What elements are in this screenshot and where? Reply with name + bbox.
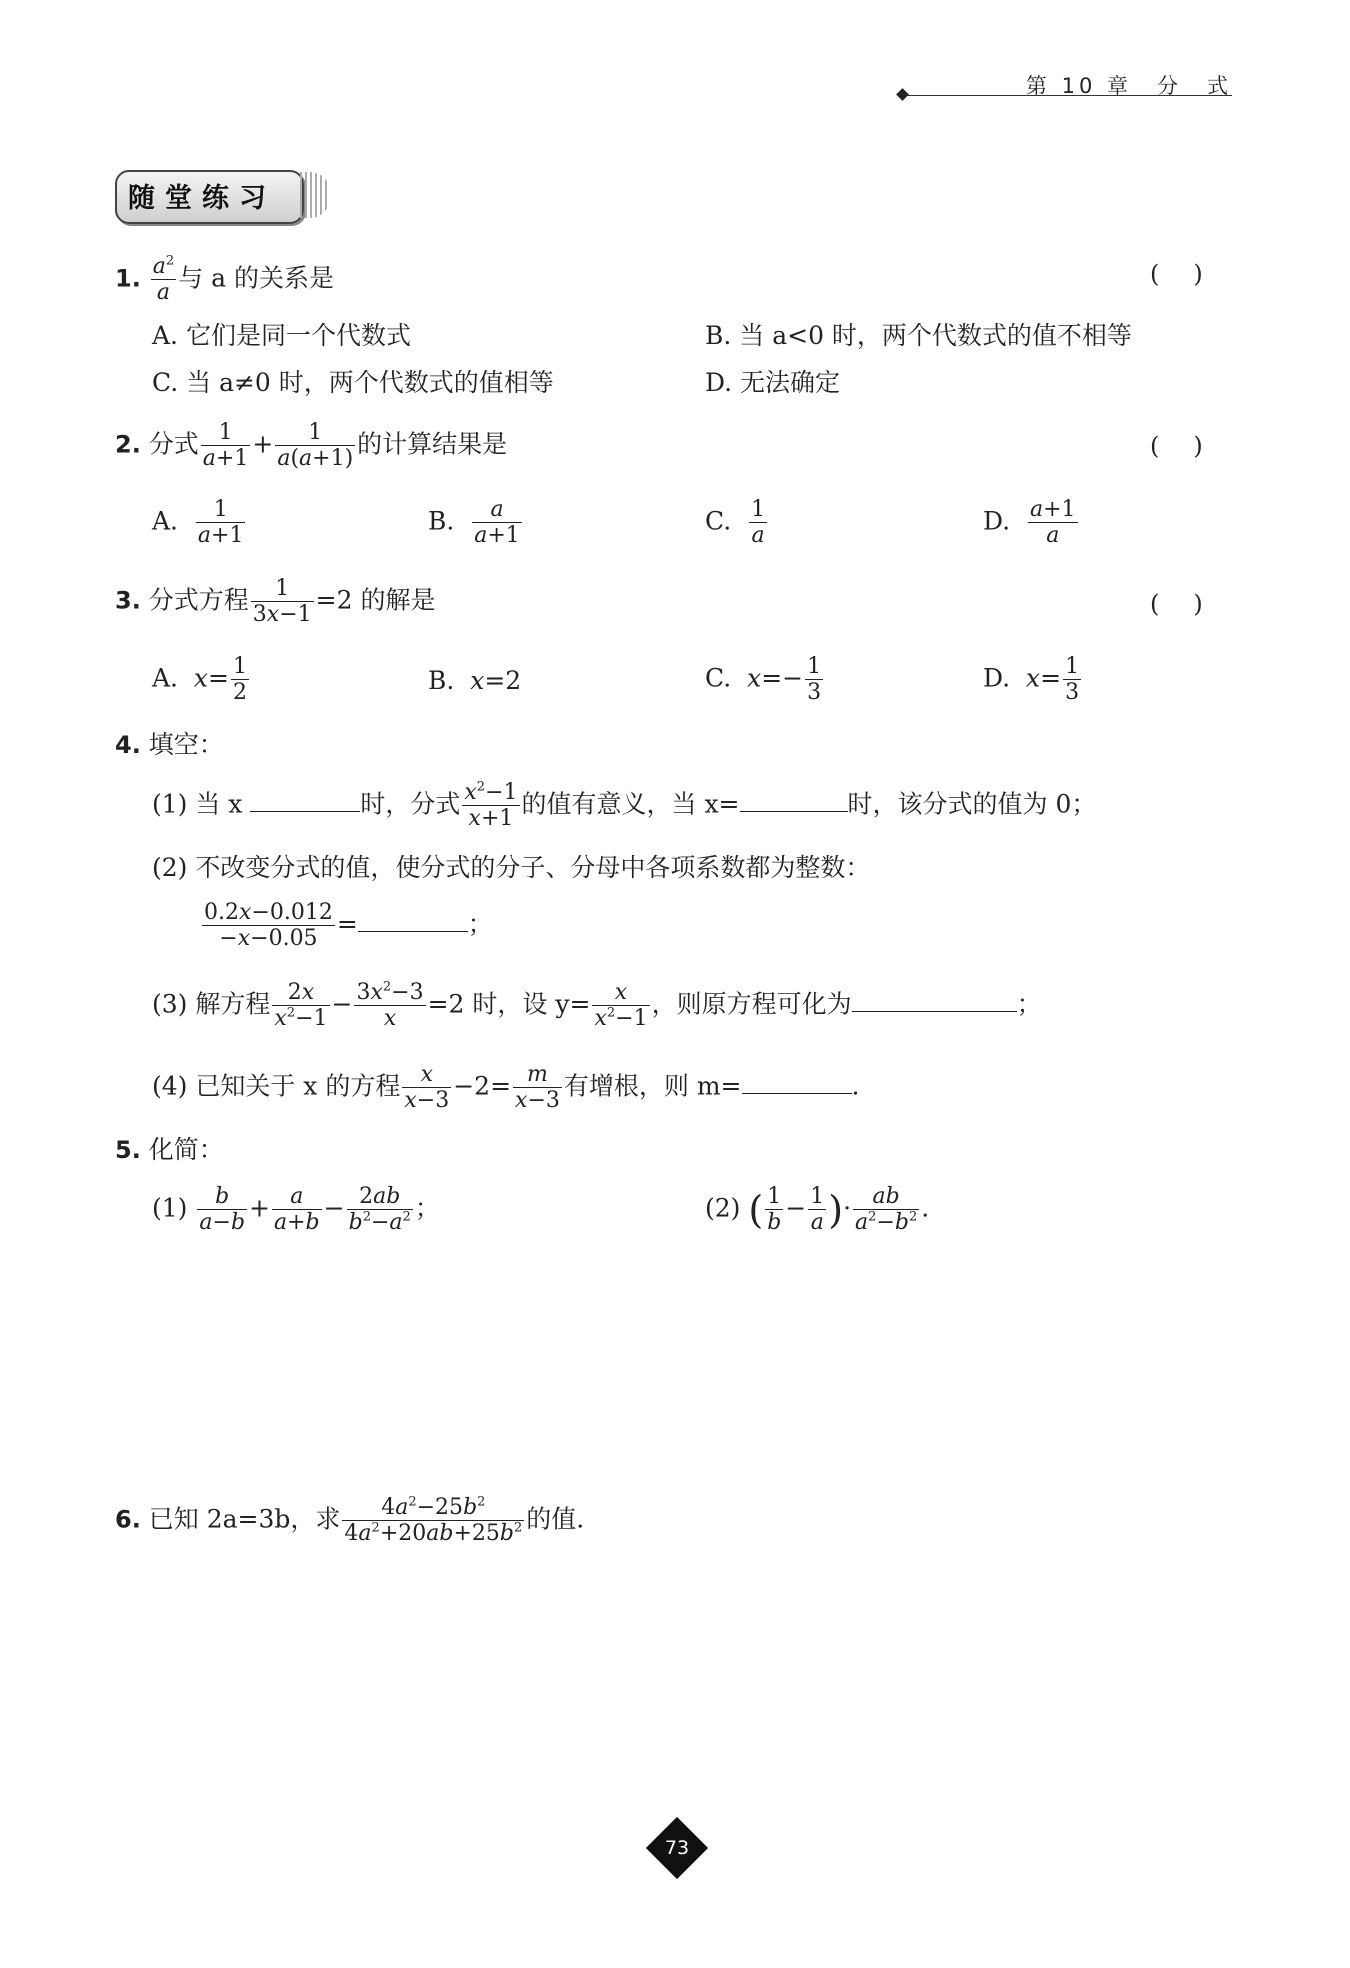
question-3-stem [115,576,435,628]
option-a: A. x= $\frac{1}{2}$ [152,654,247,706]
question-number: 2. [115,430,141,459]
fraction: $\frac{1}{a(a+1)}$ [277,420,354,472]
part-text: (3) 解方程 [152,989,271,1019]
option-b: B. x=2 [428,666,522,695]
fraction: $\frac{b}{a-b}$ [199,1184,246,1236]
question-5-part-1: (1) $\frac{b}{a-b}$ + $\frac{a}{a+b}$ − $\frac{2ab}{b^2-a^2}$ ； [152,1184,440,1236]
part-text: 有增根，则 m= [563,1071,742,1101]
question-text: 分式方程 [148,585,249,615]
fraction: $\frac{a^2}{a}$ [152,253,175,306]
question-text: 填空： [148,730,224,759]
question-text: 化简： [148,1135,224,1164]
option-b: B. 当 a<0 时，两个代数式的值不相等 [705,321,1132,350]
option-c: C. 当 a≠0 时，两个代数式的值相等 [152,368,554,397]
fraction: $\frac{0.2x-0.012}{-x-0.05}$ [204,900,333,952]
fraction: $\frac{x}{x-3}$ [404,1062,450,1114]
question-text: 已知 2a=3b，求 [148,1504,341,1534]
part-text: ，则原方程可化为 [651,989,852,1019]
question-4-part-4: (4) 已知关于 x 的方程 $\frac{x}{x-3}$ −2= $\frac{m}{x-3}$ 有增根，则 m= . [152,1062,860,1114]
question-4-part-2-expr: $\frac{0.2x-0.012}{-x-0.05}$ = ； [204,900,493,952]
part-text: −2= [453,1071,512,1101]
question-text: 的计算结果是 [357,429,508,459]
option-d: D. 无法确定 [705,368,841,397]
fraction: $\frac{x^2-1}{x+1}$ [464,779,518,832]
part-text: (2) [705,1193,741,1223]
fraction: $\frac{a}{a+b}$ [273,1184,320,1236]
fraction: $\frac{2x}{x^2-1}$ [274,980,328,1032]
answer-parentheses: () [1150,260,1237,288]
option-d: D. $\frac{a+1}{a}$ [983,497,1076,549]
header-rule [906,95,1232,96]
answer-blank[interactable] [742,1073,852,1094]
banner-stripes [300,172,330,218]
question-text: =2 的解是 [315,585,436,615]
part-text: 时，该分式的值为 0； [847,789,1097,819]
part-text: (4) 已知关于 x 的方程 [152,1071,401,1101]
fraction: $\frac{1}{3x-1}$ [252,576,312,628]
question-5-part-2: (2) ( $\frac{1}{b}$ − $\frac{1}{a}$ )· $\frac{ab}{a^2-b^2}$ . [705,1184,930,1236]
option-b: B. $\frac{a}{a+1}$ [428,497,520,549]
question-text: 与 a 的关系是 [178,263,334,293]
answer-blank[interactable] [358,911,468,932]
question-text: 分式 [148,429,199,459]
part-text: =2 时，设 y= [427,989,591,1019]
answer-parentheses: () [1150,432,1237,460]
option-d: D. x= $\frac{1}{3}$ [983,654,1080,706]
question-1-stem [115,254,334,306]
fraction: $\frac{x}{x^2-1}$ [594,980,648,1032]
fraction: $\frac{3x^2-3}{x}$ [356,979,424,1032]
question-number: 4. [115,731,141,759]
question-number: 1. [115,264,141,293]
part-text: 时，分式 [360,789,461,819]
option-a: A. $\frac{1}{a+1}$ [152,497,244,549]
question-4-part-1 [152,780,1096,832]
question-text: 的值. [526,1504,585,1534]
question-4-part-2: (2) 不改变分式的值，使分式的分子、分母中各项系数都为整数： [152,853,871,882]
question-4-part-3: (3) 解方程 $\frac{2x}{x^2-1}$ − $\frac{3x^2-3}{x}$ =2 时，设 y= $\frac{x}{x^2-1}$ ，则原方程可化为 ； [152,979,1042,1032]
fraction: $\frac{1}{a}$ [810,1184,825,1236]
question-6-stem [115,1495,584,1547]
part-text: (1) 当 x [152,789,243,819]
option-c: C. x=− $\frac{1}{3}$ [705,654,822,706]
question-4-title [115,732,224,757]
option-a: A. 它们是同一个代数式 [152,321,411,350]
answer-blank[interactable] [740,791,848,812]
fraction: $\frac{ab}{a^2-b^2}$ [855,1184,918,1236]
answer-parentheses: () [1150,590,1237,618]
part-text: 的值有意义，当 x= [521,789,740,819]
question-number: 3. [115,586,141,615]
question-number: 6. [115,1505,141,1534]
fraction: $\frac{4a^2-25b^2}{4a^2+20ab+25b^2}$ [344,1494,523,1547]
fraction: $\frac{m}{x-3}$ [515,1062,560,1114]
page-number: 73 [664,1837,690,1859]
question-2-stem: 2. 分式 $\frac{1}{a+1}$ + $\frac{1}{a(a+1)}$ 的计算结果是 [115,420,508,472]
chapter-header: 第 10 章 分 式 [1025,74,1232,98]
answer-blank[interactable] [250,791,360,812]
option-c: C. $\frac{1}{a}$ [705,497,766,549]
part-text: (1) [152,1193,188,1223]
header-diamond-icon [896,88,909,101]
question-5-title [115,1137,224,1162]
answer-blank[interactable] [852,991,1017,1012]
fraction: $\frac{1}{b}$ [767,1184,782,1236]
section-title: 随堂练习 [128,183,276,214]
fraction: $\frac{2ab}{b^2-a^2}$ [348,1184,411,1236]
fraction: $\frac{1}{a+1}$ [202,420,249,472]
question-number: 5. [115,1136,141,1164]
